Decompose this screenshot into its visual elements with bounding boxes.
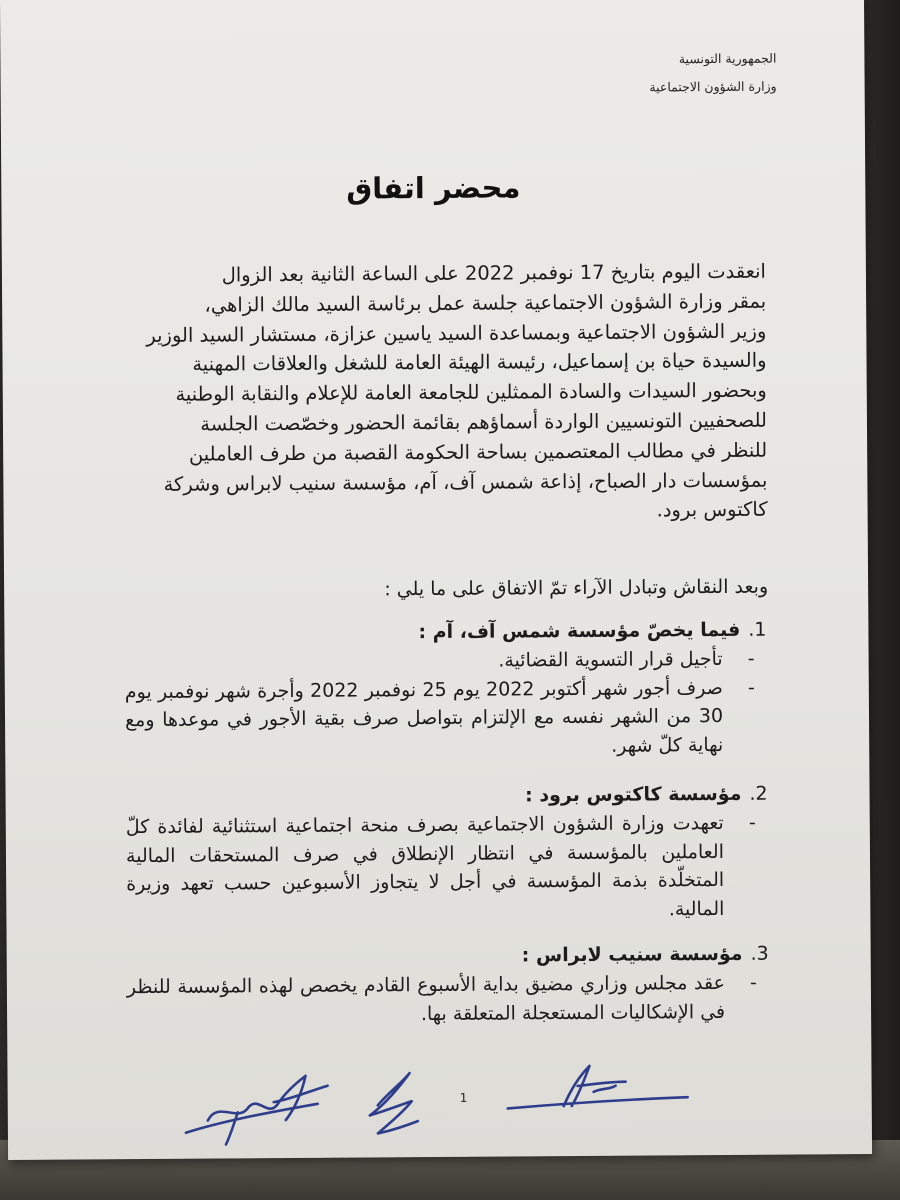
bullet-text: تعهدت وزارة الشؤون الاجتماعية بصرف منحة اجتماعية استثنائية لفائدة كلّ العاملين بالمؤسسة في انتظار الإنطلاق في صرف المستحقات المالية المتخلّدة بذمة المؤسسة في أجل لا يتجاوز الأسبوعين حسب تعهد وزيرة المالية.: [125, 811, 725, 920]
signature-left: [177, 1060, 348, 1151]
signature-right: [497, 1055, 697, 1126]
intro-line: للصحفيين التونسيين الواردة أسماؤهم بقائمة الحضور وخصّصت الجلسة: [200, 408, 768, 436]
bullet-text: صرف أجور شهر أكتوبر 2022 يوم 25 نوفمبر 2022 وأجرة شهر نوفمبر يوم 30 من الشهر نفسه مع الإلتزام بتواصل صرف بقية الأجور في موعدها ومع نهاية كلّ شهر.: [124, 676, 724, 757]
bullet-list: [126, 809, 769, 927]
section-title: مؤسسة سنيب لابراس :: [521, 942, 743, 967]
section-title: فيما يخصّ مؤسسة شمس آف، آم :: [418, 618, 741, 644]
signature-middle: [347, 1065, 458, 1146]
bullet-item: [125, 673, 768, 763]
section-heading: [124, 615, 766, 649]
agreement-intro: وبعد النقاش وتبادل الآراء تمّ الاتفاق على ما يلي :: [384, 575, 769, 601]
section-title: مؤسسة كاكتوس برود :: [525, 782, 742, 807]
dash-marker: -: [748, 811, 756, 834]
intro-line: بمقر وزارة الشؤون الاجتماعية جلسة عمل برئاسة السيد مالك الزاهي،: [204, 289, 767, 317]
bullet-item: [126, 809, 769, 927]
section-snipe-la-presse: [127, 939, 770, 1030]
dash-marker: -: [747, 676, 755, 699]
republic-line: الجمهورية التونسية: [678, 50, 777, 67]
intro-line: وبحضور السيدات والسادة الممثلين للجامعة العامة للإعلام والنقابة الوطنية: [175, 378, 767, 406]
section-cactus-prod: [125, 779, 768, 927]
section-heading: [127, 939, 769, 973]
bullet-item: [125, 645, 767, 678]
ministry-line: وزارة الشؤون الاجتماعية: [649, 78, 777, 95]
intro-line: انعقدت اليوم بتاريخ 17 نوفمبر 2022 على الساعة الثانية بعد الزوال: [221, 259, 766, 287]
letterhead: [649, 45, 777, 102]
document-title: محضر اتفاق: [346, 170, 521, 206]
section-heading: [125, 779, 767, 813]
intro-line: كاكتوس برود.: [656, 498, 768, 522]
section-number: 1.: [748, 618, 767, 641]
section-number: 2.: [749, 782, 768, 805]
intro-paragraph: [122, 257, 768, 530]
dash-marker: -: [747, 647, 755, 670]
bullet-text: تأجيل قرار التسوية القضائية.: [498, 647, 723, 672]
intro-line: بمؤسسات دار الصباح، إذاعة شمس آف، آم، مؤسسة سنيب لابراس وشركة: [163, 468, 768, 496]
page-number: 1: [459, 1090, 468, 1105]
section-shams-fm: [124, 615, 767, 763]
dash-marker: -: [749, 971, 757, 994]
intro-line: وزير الشؤون الاجتماعية وبمساعدة السيد ياسين عزازة، مستشار السيد الوزير: [146, 319, 767, 347]
bullet-list: [127, 969, 769, 1030]
bullet-text: عقد مجلس وزاري مضيق بداية الأسبوع القادم يخصص لهذه المؤسسة للنظر في الإشكاليات المستعجلة المتعلقة بها.: [126, 971, 726, 1025]
intro-line: والسيدة حياة بن إسماعيل، رئيسة الهيئة العامة للشغل والعلاقات المهنية: [192, 349, 767, 377]
section-number: 3.: [750, 942, 769, 965]
intro-line: للنظر في مطالب المعتصمين بساحة الحكومة القصبة من طرف العاملين: [188, 438, 768, 466]
bullet-list: [125, 645, 768, 763]
bullet-item: [127, 969, 769, 1030]
